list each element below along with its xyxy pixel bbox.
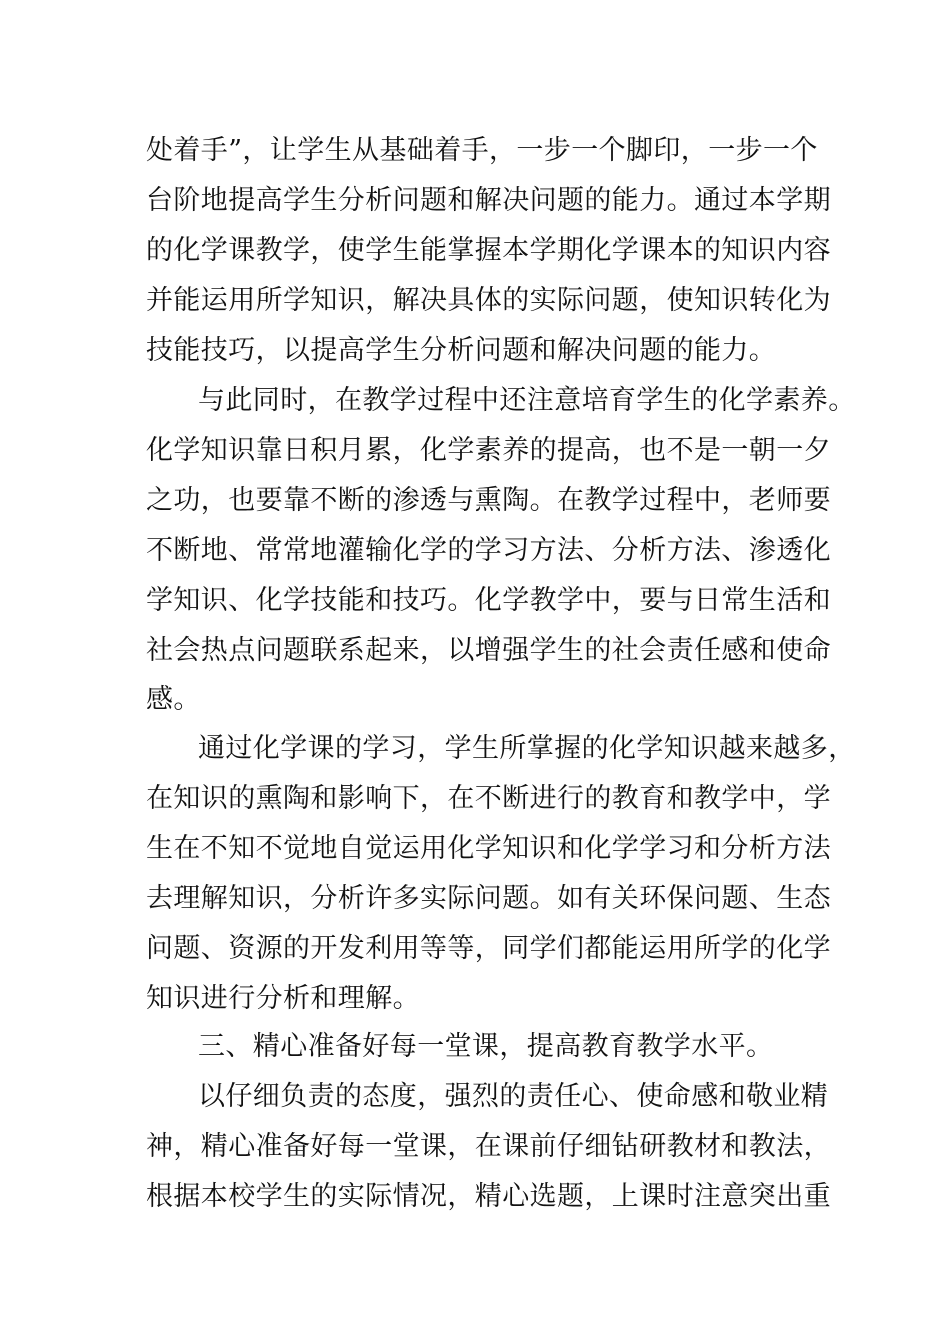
text-line-14: 在知识的熏陶和影响下，在不断进行的教育和教学中，学: [146, 783, 831, 814]
text-line-18: 知识进行分析和理解。: [146, 983, 420, 1014]
text-line-1: 处着手”，让学生从基础着手，一步一个脚印，一步一个: [146, 135, 818, 166]
text-line-11: 社会热点问题联系起来，以增强学生的社会责任感和使命: [146, 635, 831, 666]
text-line-7: 化学知识靠日积月累，化学素养的提高，也不是一朝一夕: [146, 435, 831, 466]
text-line-22: 根据本校学生的实际情况，精心选题，上课时注意突出重: [146, 1181, 831, 1212]
text-line-13: 通过化学课的学习，学生所掌握的化学知识越来越多，: [198, 733, 856, 764]
section-heading: 三、精心准备好每一堂课，提高教育教学水平。: [198, 1031, 774, 1062]
text-line-20: 以仔细负责的态度，强烈的责任心、使命感和敬业精: [198, 1081, 829, 1112]
text-line-5: 技能技巧，以提高学生分析问题和解决问题的能力。: [146, 335, 777, 366]
text-line-2: 台阶地提高学生分析问题和解决问题的能力。通过本学期: [146, 185, 831, 216]
text-line-3: 的化学课教学，使学生能掌握本学期化学课本的知识内容: [146, 235, 831, 266]
text-line-10: 学知识、化学技能和技巧。化学教学中，要与日常生活和: [146, 585, 831, 616]
text-line-21: 神，精心准备好每一堂课，在课前仔细钻研教材和教法，: [146, 1131, 831, 1162]
text-line-9: 不断地、常常地灌输化学的学习方法、分析方法、渗透化: [146, 535, 831, 566]
text-line-4: 并能运用所学知识，解决具体的实际问题，使知识转化为: [146, 285, 831, 316]
text-line-17: 问题、资源的开发利用等等，同学们都能运用所学的化学: [146, 933, 831, 964]
text-line-15: 生在不知不觉地自觉运用化学知识和化学学习和分析方法: [146, 833, 831, 864]
text-line-6: 与此同时，在教学过程中还注意培育学生的化学素养。: [198, 385, 856, 416]
text-line-8: 之功，也要靠不断的渗透与熏陶。在教学过程中，老师要: [146, 485, 831, 516]
text-line-12: 感。: [146, 684, 201, 715]
text-line-16: 去理解知识，分析许多实际问题。如有关环保问题、生态: [146, 883, 831, 914]
